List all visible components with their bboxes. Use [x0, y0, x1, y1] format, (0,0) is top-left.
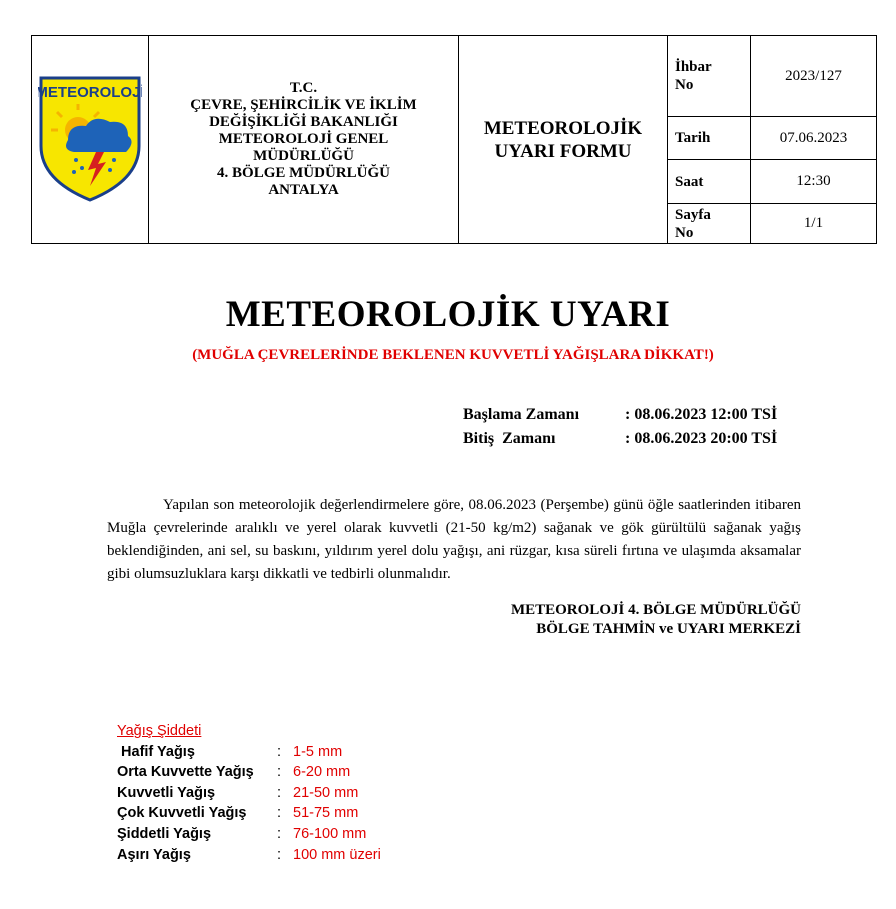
legend-value: 6-20 mm — [293, 764, 351, 781]
logo-cell — [32, 36, 149, 244]
legend-row: Şiddetli Yağış : 76-100 mm — [117, 824, 381, 845]
signature-line: BÖLGE TAHMİN ve UYARI MERKEZİ — [536, 621, 801, 637]
warning-subtitle: (MUĞLA ÇEVRELERİNDE BEKLENEN KUVVETLİ YAĞIŞLARA DİKKAT!) — [192, 347, 714, 363]
start-time-label: Başlama Zamanı — [463, 406, 580, 423]
legend-row: Hafif Yağış : 1-5 mm — [117, 742, 381, 763]
legend-label: Aşırı Yağış — [117, 846, 191, 863]
end-time-row — [463, 427, 777, 451]
legend-label: Çok Kuvvetli Yağış — [117, 805, 247, 822]
legend-heading: Yağış Şiddeti — [117, 723, 202, 739]
date-value: 07.06.2023 — [751, 117, 877, 160]
legend-row: Aşırı Yağış : 100 mm üzeri — [117, 845, 381, 866]
legend-label: Hafif Yağış — [117, 743, 195, 760]
time-value: 12:30 — [751, 160, 877, 204]
start-time-value: : 08.06.2023 12:00 TSİ — [625, 406, 778, 423]
warning-paragraph: Yapılan son meteorolojik değerlendirmelere göre, 08.06.2023 (Perşembe) günü öğle saatlerinden itibaren Muğla çevrelerinde aralıklı ve yerel olarak kuvvetli (21-50 kg/m2) sağanak ve gök gürültülü sağanak yağış beklendiğinden, ani sel, su baskını, yıldırım yerel dolu yağışı, ani rüzgar, kısa süreli fırtına ve ulaşımda aksamalar gibi olumsuzluklara karşı dikkatli ve tedbirli olunmalıdır. — [107, 497, 801, 582]
org-line: MÜDÜRLÜĞÜ — [253, 148, 354, 164]
ihbar-no-label: İhbar No — [668, 36, 751, 117]
org-line: ANTALYA — [268, 182, 339, 198]
org-line: METEOROLOJİ GENEL — [218, 131, 389, 147]
signature-line: METEOROLOJİ 4. BÖLGE MÜDÜRLÜĞÜ — [510, 602, 801, 618]
legend-label: Kuvvetli Yağış — [117, 784, 216, 801]
legend-row: Kuvvetli Yağış : 21-50 mm — [117, 783, 381, 804]
legend-row: Orta Kuvvette Yağış : 6-20 mm — [117, 762, 381, 783]
org-line: 4. BÖLGE MÜDÜRLÜĞÜ — [217, 165, 390, 181]
legend-row: Çok Kuvvetli Yağış : 51-75 mm — [117, 803, 381, 824]
legend-value: 21-50 mm — [293, 784, 359, 801]
ihbar-no-value: 2023/127 — [751, 36, 877, 117]
svg-text:METEOROLOJİ: METEOROLOJİ — [38, 84, 142, 101]
page-no-value: 1/1 — [751, 204, 877, 244]
start-time-row — [463, 403, 777, 427]
precipitation-legend — [117, 721, 381, 865]
org-line: DEĞİŞİKLİĞİ BAKANLIĞI — [209, 114, 398, 130]
legend-label: Şiddetli Yağış — [117, 825, 212, 842]
org-line: ÇEVRE, ŞEHİRCİLİK VE İKLİM — [190, 97, 417, 113]
legend-value: 76-100 mm — [293, 825, 367, 842]
date-label: Tarih — [668, 117, 751, 160]
validity-times — [463, 403, 777, 451]
end-time-value: : 08.06.2023 20:00 TSİ — [625, 430, 778, 447]
time-label: Saat — [668, 160, 751, 204]
page-title: METEOROLOJİK UYARI — [225, 294, 671, 335]
legend-label: Orta Kuvvette Yağış — [117, 764, 254, 781]
signature-block — [511, 601, 801, 639]
legend-value: 1-5 mm — [293, 743, 343, 760]
end-time-label: Bitiş Zamanı — [463, 430, 556, 447]
legend-value: 100 mm üzeri — [293, 846, 381, 863]
legend-value: 51-75 mm — [293, 805, 359, 822]
header-table — [31, 35, 877, 244]
meteoroloji-logo — [38, 72, 142, 202]
page-no-label: Sayfa No — [668, 204, 751, 244]
form-title: METEOROLOJİK UYARI FORMU — [459, 36, 668, 244]
org-line: T.C. — [289, 80, 318, 96]
organization-block — [149, 36, 459, 244]
